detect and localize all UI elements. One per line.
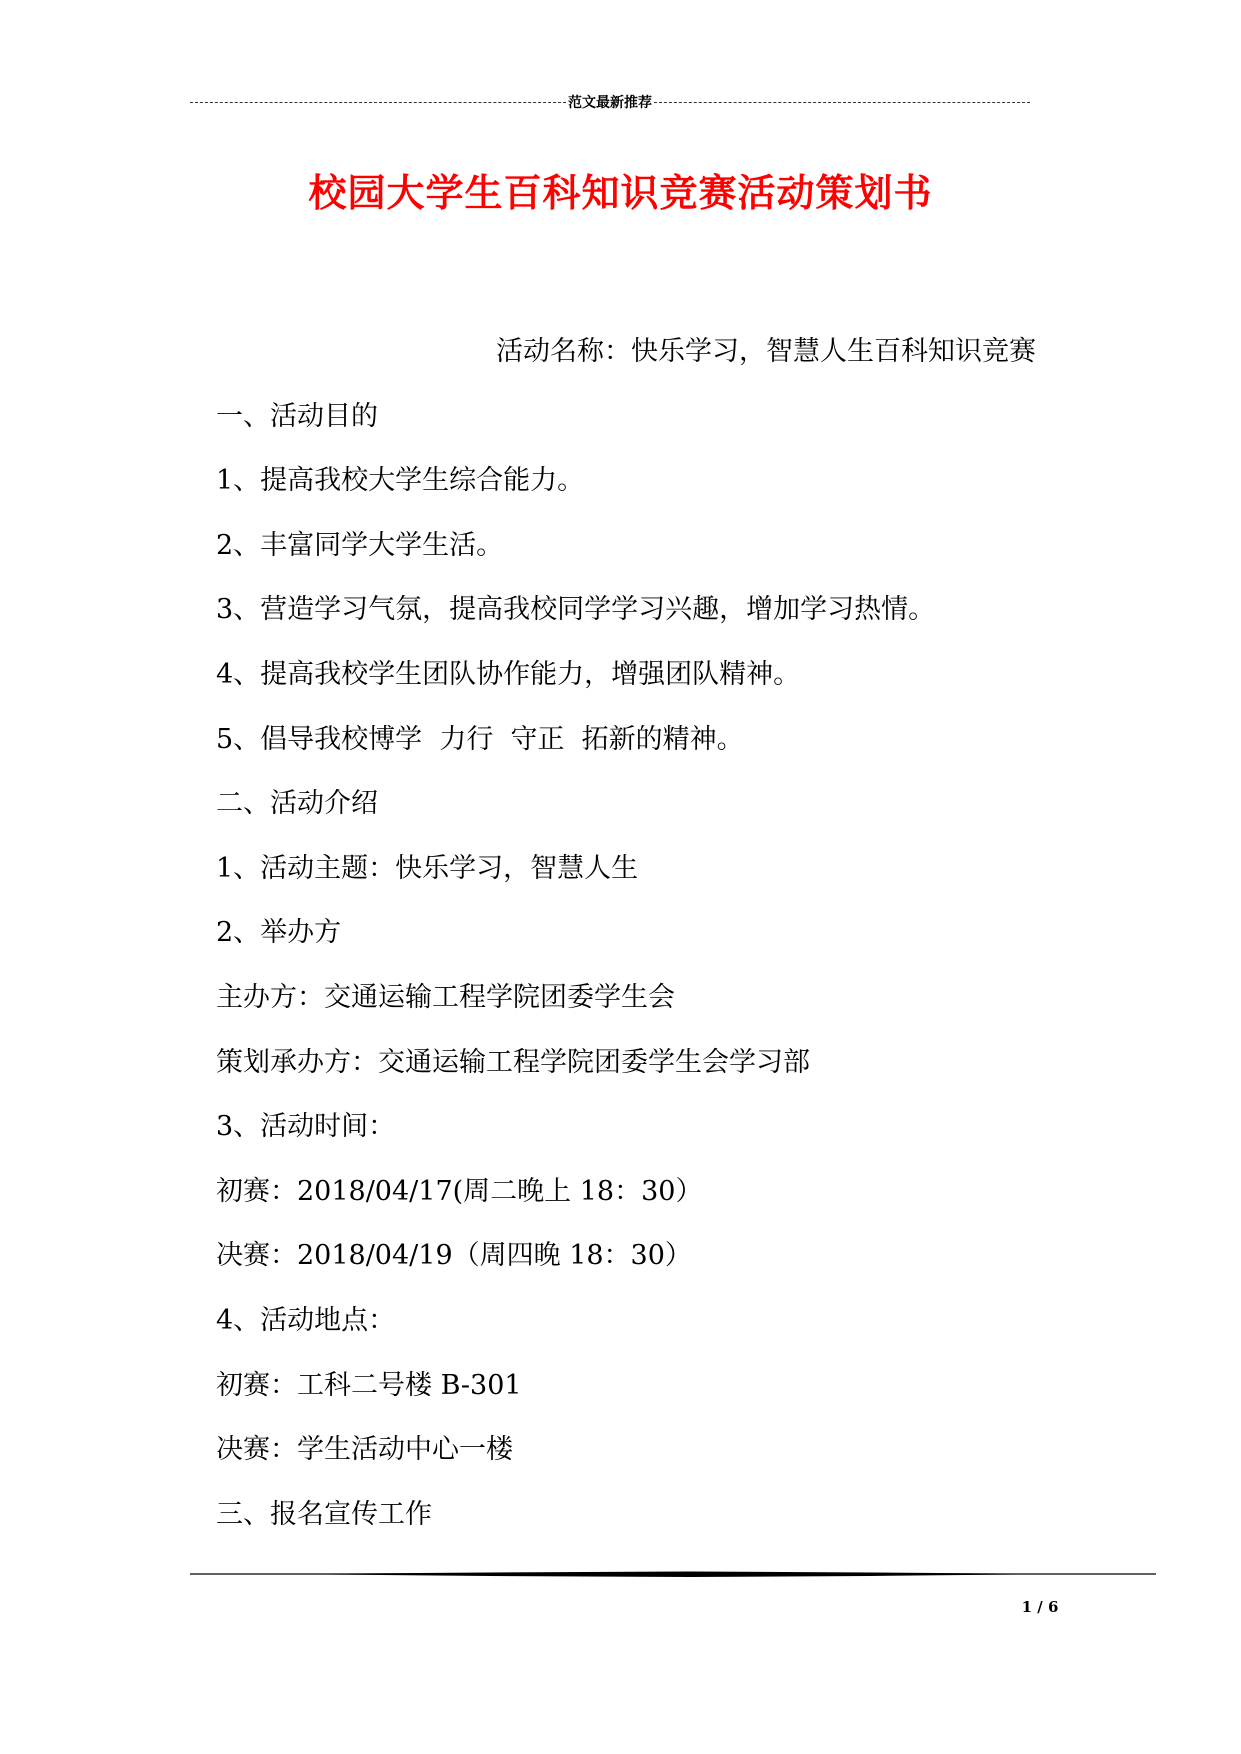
purpose-item-4: 4、提高我校学生团队协作能力，增强团队精神。 (216, 658, 801, 690)
time-final: 决赛：2018/04/19（周四晚 18：30） (216, 1240, 692, 1272)
document-title: 校园大学生百科知识竞赛活动策划书 (308, 170, 933, 215)
location-final: 决赛：学生活动中心一楼 (216, 1434, 513, 1466)
purpose-item-3: 3、营造学习气氛，提高我校同学学习兴趣，增加学习热情。 (216, 594, 936, 626)
header-dash-right (654, 102, 1030, 103)
header-dash-left (190, 102, 566, 103)
purpose-item-1: 1、提高我校大学生综合能力。 (216, 465, 585, 497)
section-heading-intro: 二、活动介绍 (216, 788, 378, 820)
intro-organizer-heading: 2、举办方 (216, 917, 342, 949)
section-heading-purpose: 一、活动目的 (216, 400, 378, 432)
intro-host: 主办方：交通运输工程学院团委学生会 (216, 981, 675, 1013)
purpose-item-5: 5、倡导我校博学 力行 守正 拓新的精神。 (216, 723, 744, 755)
intro-theme: 1、活动主题：快乐学习，智慧人生 (216, 852, 639, 884)
page-number: 1 / 6 (1021, 1598, 1059, 1616)
intro-planner: 策划承办方：交通运输工程学院团委学生会学习部 (216, 1046, 810, 1078)
footer-rule (190, 1571, 1156, 1581)
document-body (216, 320, 1036, 1547)
page-header (190, 92, 1030, 112)
intro-location-heading: 4、活动地点： (216, 1304, 396, 1336)
section-heading-registration: 三、报名宣传工作 (216, 1498, 432, 1530)
activity-name: 活动名称：快乐学习，智慧人生百科知识竞赛 (496, 336, 1036, 367)
time-preliminary: 初赛：2018/04/17(周二晚上 18：30） (216, 1175, 703, 1207)
header-label: 范文最新推荐 (568, 95, 652, 111)
intro-time-heading: 3、活动时间： (216, 1111, 396, 1143)
location-preliminary: 初赛：工科二号楼 B-301 (216, 1369, 522, 1401)
purpose-item-2: 2、丰富同学大学生活。 (216, 529, 504, 561)
